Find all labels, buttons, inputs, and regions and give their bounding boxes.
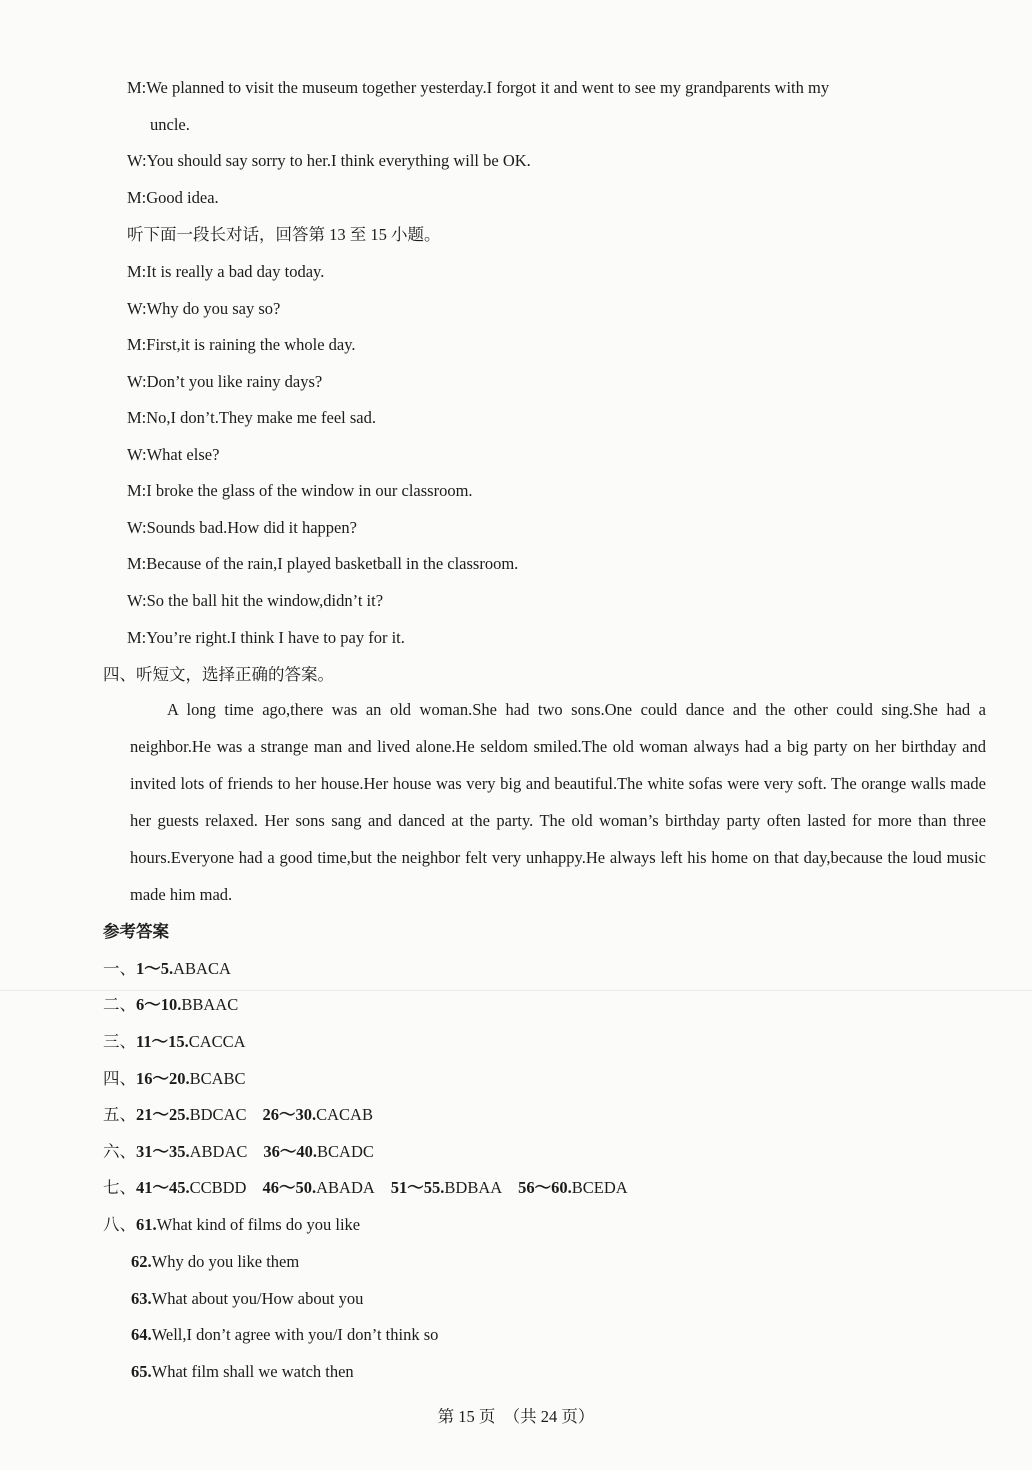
- dialogue-text: It is really a bad day today.: [146, 262, 325, 281]
- dialogue-line: M:No,I don’t.They make me feel sad.: [127, 408, 376, 427]
- dialogue-text: You should say sorry to her.I think everything will be OK.: [146, 151, 531, 170]
- answer-text: Well,I don’t agree with you/I don’t think so: [151, 1325, 439, 1344]
- answer-range: 11～15.: [136, 1032, 189, 1051]
- answer-text: Why do you like them: [151, 1252, 300, 1271]
- speaker-label: W: [127, 299, 142, 318]
- answer-range: 56～60.: [518, 1178, 572, 1197]
- answer-text: What film shall we watch then: [151, 1362, 354, 1381]
- speaker-label: W: [127, 372, 142, 391]
- answer-value: CCBDD: [189, 1178, 247, 1197]
- answer-line: [103, 1069, 246, 1089]
- answer-range: 46～50.: [262, 1178, 317, 1197]
- dialogue-text: Why do you say so?: [146, 299, 281, 318]
- answer-line: [103, 1105, 373, 1125]
- answer-value: ABDAC: [189, 1142, 248, 1161]
- answer-range: 6～10.: [136, 995, 182, 1014]
- dialogue-text: No,I don’t.They make me feel sad.: [146, 408, 376, 427]
- speaker-label: M: [127, 78, 142, 97]
- answer-prefix: 五、: [103, 1105, 136, 1124]
- dialogue-line: W:Why do you say so?: [127, 299, 281, 318]
- scan-fold-line: [0, 990, 1032, 991]
- answer-prefix: 一、: [103, 959, 136, 978]
- answer-value: BDBAA: [444, 1178, 503, 1197]
- answer-line: [103, 1178, 628, 1198]
- answer-value: ABACA: [173, 959, 231, 978]
- dialogue-line: M:It is really a bad day today.: [127, 262, 325, 281]
- answer-line: [103, 959, 231, 979]
- speaker-label: M: [127, 408, 142, 427]
- answer-value: CACCA: [188, 1032, 246, 1051]
- speaker-label: M: [127, 554, 142, 573]
- dialogue-line: M:We planned to visit the museum together yesterday.I forgot it and went to see my grandparents with my: [127, 78, 830, 97]
- dialogue-line: M:First,it is raining the whole day.: [127, 335, 356, 354]
- dialogue-text: What else?: [146, 445, 220, 464]
- section-4-heading: 四、听短文，选择正确的答案。: [103, 665, 334, 684]
- answer-range: 51～55.: [390, 1178, 445, 1197]
- dialogue-line: W:What else?: [127, 445, 220, 464]
- answer-number: 62.: [131, 1252, 152, 1271]
- answer-prefix: 七、: [103, 1178, 136, 1197]
- dialogue-text: uncle.: [150, 115, 190, 134]
- dialogue-line: M:I broke the glass of the window in our classroom.: [127, 481, 473, 500]
- speaker-label: M: [127, 188, 142, 207]
- speaker-label: M: [127, 335, 142, 354]
- answer-line: [131, 1362, 354, 1382]
- answer-value: ABADA: [316, 1178, 375, 1197]
- dialogue-text: You’re right.I think I have to pay for it.: [146, 628, 405, 647]
- answer-text: What kind of films do you like: [156, 1215, 361, 1234]
- answer-value: BCEDA: [571, 1178, 628, 1197]
- answer-prefix: 八、: [103, 1215, 136, 1234]
- answer-number: 61.: [136, 1215, 157, 1234]
- answer-value: BCABC: [189, 1069, 246, 1088]
- answer-number: 64.: [131, 1325, 152, 1344]
- answer-prefix: 二、: [103, 995, 136, 1014]
- answer-line: [103, 995, 238, 1015]
- answer-prefix: 四、: [103, 1069, 136, 1088]
- answer-range: 1～5.: [136, 959, 174, 978]
- dialogue-line: W:So the ball hit the window,didn’t it?: [127, 591, 384, 610]
- dialogue-text: Because of the rain,I played basketball in the classroom.: [146, 554, 519, 573]
- answer-value: CACAB: [316, 1105, 373, 1124]
- dialogue-line: W:You should say sorry to her.I think everything will be OK.: [127, 151, 531, 170]
- dialogue-line: W:Sounds bad.How did it happen?: [127, 518, 357, 537]
- answer-range: 16～20.: [136, 1069, 190, 1088]
- listening-passage: A long time ago,there was an old woman.She had two sons.One could dance and the other could sing.She had a neighbor.He was a strange man and lived alone.He seldom smiled.The old woman always had a big party on her birthday and invited lots of friends to her house.Her house was very big and beautiful.The white sofas were very soft. The orange walls made her guests relaxed. Her sons sang and danced at the party. The old woman’s birthday party often lasted for more than three hours.Everyone had a good time,but the neighbor felt very unhappy.He always left his home on that day,because the loud music made him mad.: [130, 700, 986, 904]
- speaker-label: M: [127, 262, 142, 281]
- dialogue-text: Good idea.: [146, 188, 219, 207]
- dialogue-text: First,it is raining the whole day.: [146, 335, 356, 354]
- dialogue-text: So the ball hit the window,didn’t it?: [146, 591, 384, 610]
- speaker-label: W: [127, 518, 142, 537]
- answer-line: [131, 1252, 299, 1272]
- answer-line: [103, 1032, 246, 1052]
- answer-value: BBAAC: [181, 995, 239, 1014]
- answer-prefix: 三、: [103, 1032, 136, 1051]
- speaker-label: W: [127, 591, 142, 610]
- answer-range: 26～30.: [262, 1105, 317, 1124]
- speaker-label: M: [127, 628, 142, 647]
- dialogue-text: We planned to visit the museum together yesterday.I forgot it and went to see my grandparents with my: [146, 78, 830, 97]
- answer-value: BCADC: [317, 1142, 374, 1161]
- instruction-13-15: 听下面一段长对话，回答第 13 至 15 小题。: [127, 225, 441, 244]
- answer-line: [103, 1215, 360, 1235]
- page-footer: 第 15 页 （共 24 页）: [437, 1407, 595, 1426]
- answer-number: 63.: [131, 1289, 152, 1308]
- answer-range: 21～25.: [136, 1105, 190, 1124]
- answer-line: [103, 1142, 374, 1162]
- speaker-label: W: [127, 445, 142, 464]
- answer-line: [131, 1325, 438, 1345]
- answer-line: [131, 1289, 363, 1309]
- answer-prefix: 六、: [103, 1142, 136, 1161]
- dialogue-text: Don’t you like rainy days?: [146, 372, 323, 391]
- answer-range: 41～45.: [136, 1178, 190, 1197]
- speaker-label: M: [127, 481, 142, 500]
- dialogue-line: M:You’re right.I think I have to pay for it.: [127, 628, 405, 647]
- answer-text: What about you/How about you: [151, 1289, 364, 1308]
- dialogue-line: W:Don’t you like rainy days?: [127, 372, 323, 391]
- answer-number: 65.: [131, 1362, 152, 1381]
- answer-value: BDCAC: [189, 1105, 247, 1124]
- answer-range: 36～40.: [263, 1142, 318, 1161]
- dialogue-line: [150, 115, 190, 135]
- answer-range: 31～35.: [136, 1142, 190, 1161]
- dialogue-text: Sounds bad.How did it happen?: [146, 518, 357, 537]
- dialogue-line: M:Good idea.: [127, 188, 219, 207]
- dialogue-text: I broke the glass of the window in our classroom.: [146, 481, 473, 500]
- answers-heading: 参考答案: [103, 922, 169, 941]
- dialogue-line: M:Because of the rain,I played basketball in the classroom.: [127, 554, 519, 573]
- speaker-label: W: [127, 151, 142, 170]
